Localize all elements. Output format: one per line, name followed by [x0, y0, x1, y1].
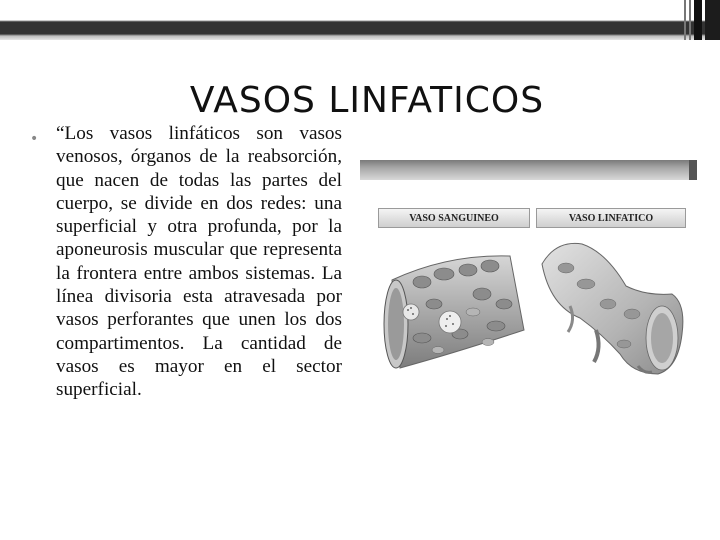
slide-bullet-text: “Los vasos linfáticos son vasos venosos, órganos de la reabsorción, que nacen de todas las partes del cuerpo, se divide en dos redes: una superficial y otra profunda, por la aponeurosis muscular que representa la frontera entre ambos sistemas. La línea divisoria esta atravesada por vasos perforantes que unen los dos compartimentos. La cantidad de vasos es mayor en el sector superficial. — [56, 123, 342, 401]
top-bar-line — [689, 0, 691, 40]
top-bar-stripe — [0, 22, 720, 34]
bullet-marker: • — [30, 131, 39, 147]
figure-top-bar — [360, 160, 697, 180]
top-bar-line — [684, 0, 686, 40]
top-bar-block — [705, 0, 720, 40]
blood-vessel-header: VASO SANGUINEO — [378, 208, 530, 228]
vessel-comparison-figure — [378, 208, 686, 378]
top-bar-block — [694, 0, 702, 40]
figure-bar-cap — [689, 160, 697, 180]
slide-title: VASOS LINFATICOS — [189, 80, 545, 122]
lymph-vessel-illustration — [536, 234, 686, 378]
lymph-vessel-header: VASO LINFATICO — [536, 208, 686, 228]
top-decorative-bar — [0, 0, 720, 40]
blood-vessel-illustration — [378, 234, 530, 378]
